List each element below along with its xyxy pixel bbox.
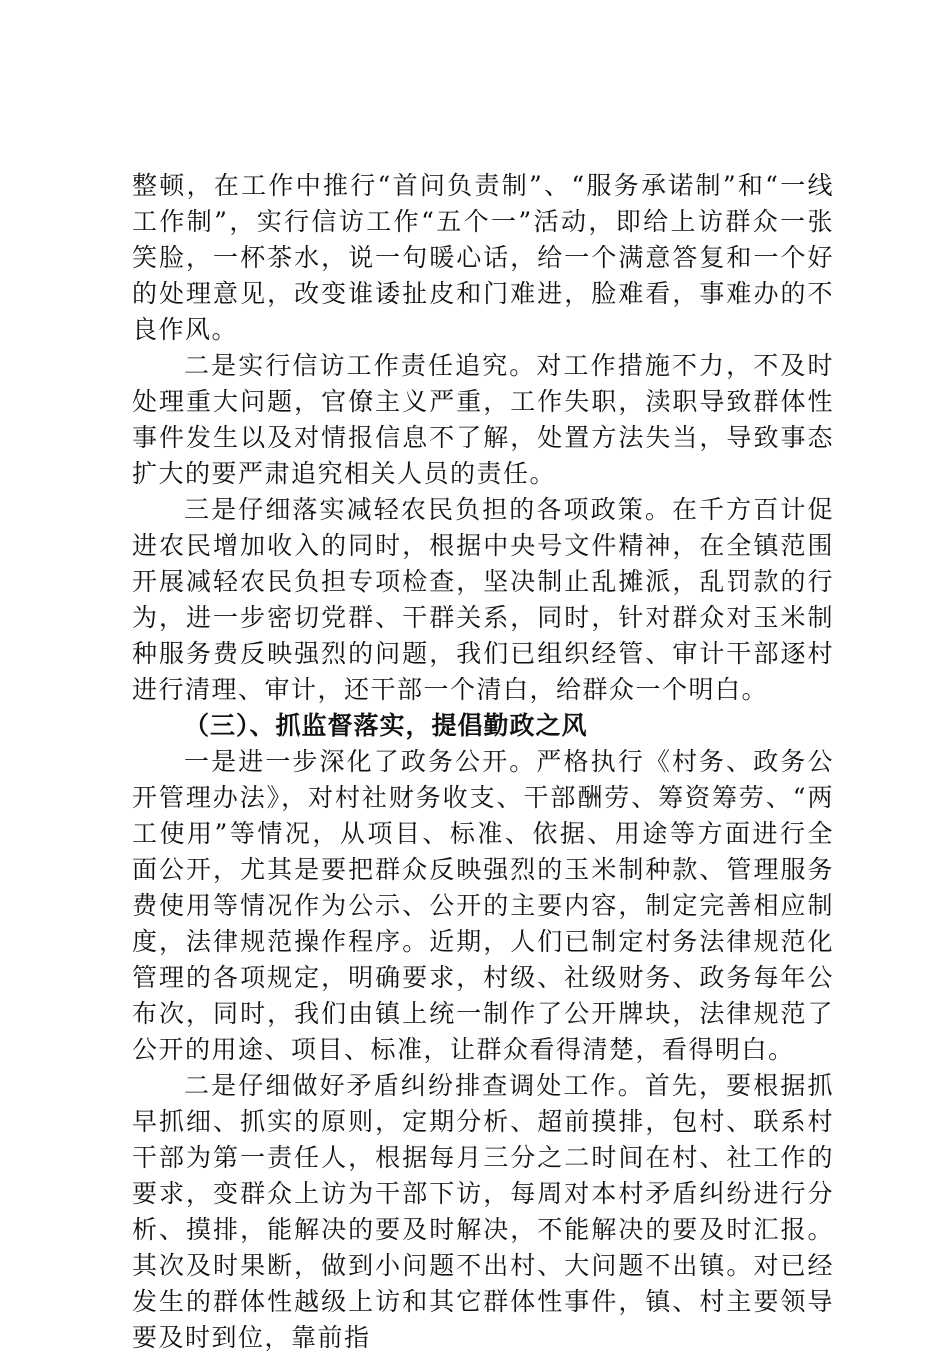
paragraph-government-transparency: 一是进一步深化了政务公开。严格执行《村务、政务公开管理办法》，对村社财务收支、干部酬劳、筹资筹劳、“两工使用”等情况，从项目、标准、依据、用途等方面进行全面公开，尤其是要把群众反映强烈的玉米制种款、管理服务费使用等情况作为公示、公开的主要内容，制定完善相应制度，法律规范操作程序。近期，人们已制定村务法律规范化管理的各项规定，明确要求，村级、社级财务、政务每年公布次，同时，我们由镇上统一制作了公开牌块，法律规范了公开的用途、项目、标准，让群众看得清楚，看得明白。 [132, 747, 834, 1064]
paragraph-accountability: 二是实行信访工作责任追究。对工作措施不力，不及时处理重大问题，官僚主义严重，工作失职，渎职导致群体性事件发生以及对情报信息不了解，处置方法失当，导致事态扩大的要严肃追究相关人员的责任。 [132, 351, 834, 488]
paragraph-dispute-resolution: 二是仔细做好矛盾纠纷排查调处工作。首先，要根据抓早抓细、抓实的原则，定期分析、超前摸排，包村、联系村干部为第一责任人，根据每月三分之二时间在村、社工作的要求，变群众上访为干部下访，每周对本村矛盾纠纷进行分析、摸排，能解决的要及时解决，不能解决的要及时汇报。其次及时果断，做到小问题不出村、大问题不出镇。对已经发生的群体性越级上访和其它群体性事件，镇、村主要领导要及时到位，靠前指 [132, 1071, 834, 1352]
paragraph-rectification: 整顿，在工作中推行“首问负责制”、“服务承诺制”和“一线工作制”，实行信访工作“五个一”活动，即给上访群众一张笑脸，一杯茶水，说一句暖心话，给一个满意答复和一个好的处理意见，改变谁诿扯皮和门难进，脸难看，事难办的不良作风。 [132, 171, 834, 344]
paragraph-farmer-burden: 三是仔细落实减轻农民负担的各项政策。在千方百计促进农民增加收入的同时，根据中央号文件精神，在全镇范围开展减轻农民负担专项检查，坚决制止乱摊派，乱罚款的行为，进一步密切党群、干群关系，同时，针对群众对玉米制种服务费反映强烈的问题，我们已组织经管、审计干部逐村进行清理、审计，还干部一个清白，给群众一个明白。 [132, 495, 834, 704]
document-body [132, 168, 834, 1356]
section-heading-supervision: （三）、抓监督落实，提倡勤政之风 [184, 711, 588, 740]
